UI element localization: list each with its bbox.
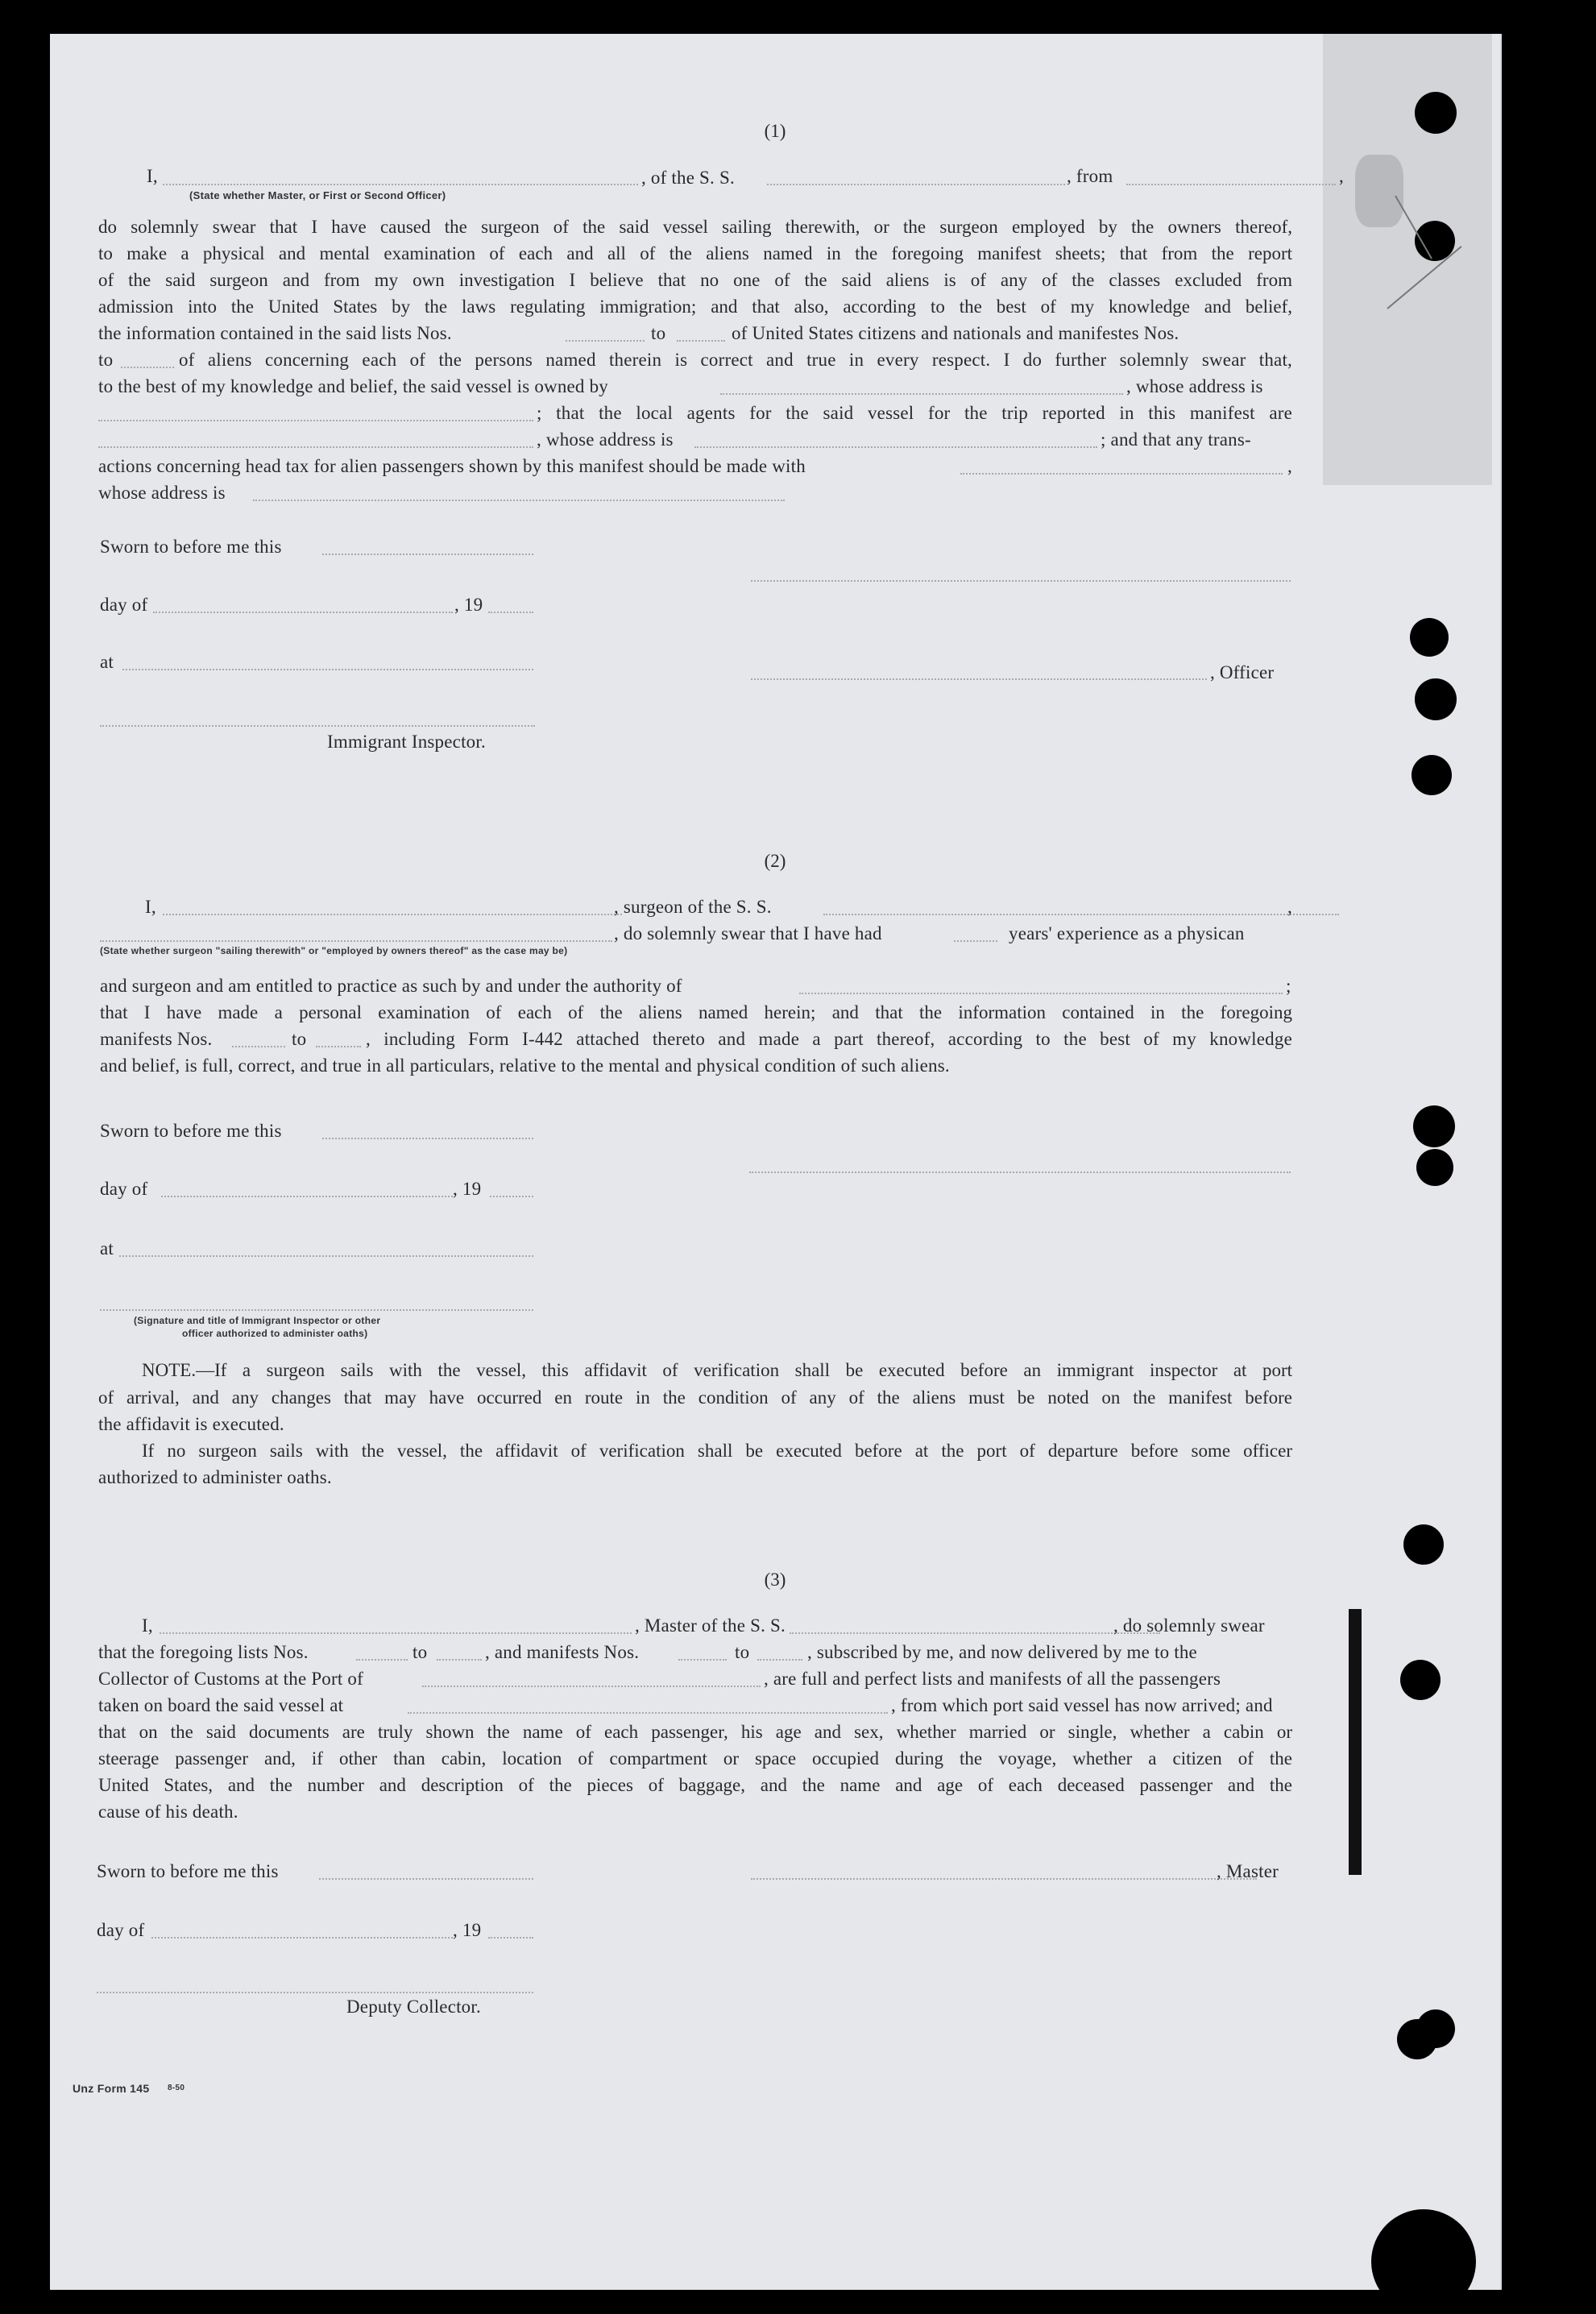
- officer-name-field[interactable]: [163, 184, 638, 185]
- note-line: If no surgeon sails with the vessel, the affidavit of verification shall be executed before at the port of departure before some officer: [142, 1441, 1292, 1461]
- punch-hole: [1403, 1524, 1444, 1565]
- torn-corner: [1371, 2209, 1476, 2314]
- manifests-label: , and manifests Nos.: [485, 1642, 640, 1662]
- lists-from-field[interactable]: [566, 340, 645, 342]
- head-tax-field[interactable]: [960, 473, 1283, 475]
- sworn-date-field[interactable]: [319, 1878, 533, 1880]
- surgeon-caption: (State whether surgeon "sailing therewith" or "employed by owners thereof" as the case may be): [100, 945, 568, 956]
- manifests-to-field[interactable]: [121, 367, 174, 368]
- punch-hole: [1412, 755, 1452, 795]
- collector-label: Collector of Customs at the Port of: [98, 1669, 363, 1689]
- lists-label: the information contained in the said lists Nos.: [98, 323, 452, 343]
- punch-hole: [1400, 1660, 1441, 1700]
- vessel-name-field[interactable]: [767, 184, 1065, 185]
- to-label: to: [292, 1029, 307, 1049]
- affidavit3-line: cause of his death.: [98, 1802, 238, 1822]
- day-of-label: day of: [100, 1179, 148, 1199]
- to-label: to: [412, 1642, 428, 1662]
- affidavit3-line: steerage passenger and, if other than cabin, location of compartment or space occupied during the voyage, whether a citizen of the: [98, 1748, 1292, 1769]
- signature-field[interactable]: [751, 580, 1291, 582]
- affidavit2-line: that I have made a personal examination of each of the aliens named herein; and that the information contained in the foregoing: [100, 1002, 1292, 1022]
- affidavit1-line: do solemnly swear that I have caused the surgeon of the said vessel sailing therewith, or the surgeon employed by the owners thereof,: [98, 217, 1292, 237]
- authority-label: and surgeon and am entitled to practice as such by and under the authority of: [100, 976, 682, 996]
- year-field[interactable]: [488, 612, 533, 613]
- years-experience-label: years' experience as a physican: [1009, 923, 1245, 943]
- note-line: of arrival, and any changes that may have occurred en route in the condition of any of the aliens must be noted on the manifest before: [98, 1387, 1292, 1408]
- taken-on-board-label: taken on board the said vessel at: [98, 1695, 344, 1715]
- at-label: at: [100, 652, 114, 672]
- punch-hole: [1410, 618, 1449, 657]
- officer-label: , Officer: [1210, 662, 1275, 682]
- sworn-date-field[interactable]: [322, 1138, 533, 1139]
- form-number: Unz Form 145: [73, 2082, 150, 2095]
- head-tax-address-field[interactable]: [253, 500, 785, 501]
- lists-label: that the foregoing lists Nos.: [98, 1642, 309, 1662]
- whose-address-label: , whose address is: [537, 429, 674, 450]
- departure-port-field[interactable]: [1126, 184, 1336, 185]
- month-field[interactable]: [151, 1937, 453, 1939]
- affidavit1-line: of the said surgeon and from my own investigation I believe that no one of the said aliens is of any of the classes excluded from: [98, 270, 1292, 290]
- place-field[interactable]: [122, 669, 533, 670]
- whose-address-label: whose address is: [98, 483, 226, 503]
- label-i: I,: [142, 1615, 153, 1636]
- solemnly-swear-label: , do solemnly swear: [1113, 1615, 1265, 1636]
- label-i: I,: [145, 897, 156, 917]
- punch-hole: [1415, 678, 1457, 720]
- day-of-label: day of: [100, 595, 148, 615]
- manifests-label: manifests Nos.: [100, 1029, 213, 1049]
- sworn-label: Sworn to before me this: [100, 1121, 282, 1141]
- years-field[interactable]: [954, 940, 997, 942]
- surgeon-name-field[interactable]: [163, 914, 622, 915]
- binding-strip-edge: [1349, 1609, 1362, 1875]
- owner-field[interactable]: [720, 393, 1123, 395]
- officer-caption: (State whether Master, or First or Second Officer): [189, 189, 446, 201]
- year-label: , 19: [453, 1179, 482, 1199]
- year-label: , 19: [454, 595, 483, 615]
- form-i442-text: , including Form I-442 attached thereto and made a part thereof, according to the best of my knowledge: [366, 1029, 1292, 1049]
- at-label: at: [100, 1238, 114, 1259]
- month-field[interactable]: [161, 1196, 453, 1197]
- whose-address-label: , whose address is: [1126, 376, 1263, 396]
- affidavit1-line: admission into the United States by the laws regulating immigration; and that also, according to the best of my knowledge and belief,: [98, 297, 1292, 317]
- vessel-name-field[interactable]: [823, 914, 1339, 915]
- form-code: 8-50: [168, 2084, 185, 2092]
- year-field[interactable]: [488, 1937, 533, 1939]
- label-i: I,: [147, 166, 158, 186]
- officer-signature-field[interactable]: [751, 678, 1207, 680]
- section-number-3: (3): [764, 1570, 786, 1590]
- authority-field[interactable]: [799, 993, 1283, 994]
- inspector-label: Immigrant Inspector.: [327, 732, 486, 752]
- deputy-label: Deputy Collector.: [346, 1997, 481, 2017]
- affidavit1-line: to make a physical and mental examination of each and all of the aliens named in the foregoing manifest sheets; that from the report: [98, 243, 1292, 263]
- arrived-label: , from which port said vessel has now arrived; and: [891, 1695, 1273, 1715]
- note-line: NOTE.—If a surgeon sails with the vessel, this affidavit of verification shall be executed before an immigrant inspector at port: [142, 1360, 1292, 1380]
- master-name-field[interactable]: [160, 1632, 632, 1634]
- manifests-from-field[interactable]: [678, 1659, 727, 1661]
- trans-label: ; and that any trans-: [1101, 429, 1251, 450]
- owned-by-label: to the best of my knowledge and belief, the said vessel is owned by: [98, 376, 608, 396]
- citizens-label: of United States citizens and nationals and manifestes Nos.: [732, 323, 1179, 343]
- manifests-to-field[interactable]: [757, 1659, 802, 1661]
- month-field[interactable]: [153, 612, 453, 613]
- surgeon-of-ss-label: , surgeon of the S. S.: [614, 897, 772, 917]
- punch-hole: [1416, 2009, 1455, 2048]
- affidavit3-line: United States, and the number and description of the pieces of baggage, and the name and age of each deceased passenger and the: [98, 1775, 1292, 1795]
- sworn-date-field[interactable]: [322, 554, 533, 555]
- form-page: [50, 34, 1502, 2290]
- sworn-label: Sworn to before me this: [100, 537, 282, 557]
- lists-from-field[interactable]: [356, 1659, 408, 1661]
- local-agents-text: ; that the local agents for the said vessel for the trip reported in this manifest are: [537, 403, 1292, 423]
- affidavit2-line: and belief, is full, correct, and true in all particulars, relative to the mental and physical condition of such aliens.: [100, 1055, 950, 1076]
- place-field[interactable]: [119, 1255, 533, 1257]
- manifests-to-field[interactable]: [316, 1046, 361, 1047]
- label-from: , from: [1067, 166, 1113, 186]
- lists-to-field[interactable]: [437, 1659, 482, 1661]
- note-line: the affidavit is executed.: [98, 1414, 284, 1434]
- punch-hole: [1413, 1105, 1455, 1147]
- comma: ,: [1339, 166, 1344, 186]
- agents-address-field[interactable]: [694, 446, 1097, 448]
- year-field[interactable]: [490, 1196, 533, 1197]
- sworn-label: Sworn to before me this: [97, 1861, 279, 1881]
- master-of-ss-label: , Master of the S. S.: [635, 1615, 786, 1636]
- port-field[interactable]: [422, 1686, 761, 1687]
- comma: ,: [1287, 456, 1292, 476]
- lists-to-field[interactable]: [677, 340, 725, 342]
- note-line: authorized to administer oaths.: [98, 1467, 332, 1487]
- surgeon-status-field[interactable]: [100, 940, 612, 942]
- boarding-port-field[interactable]: [408, 1712, 888, 1714]
- inspector-signature-field[interactable]: [100, 725, 535, 727]
- inspector-signature-field[interactable]: [100, 1309, 533, 1311]
- comma: ,: [1287, 897, 1292, 917]
- owner-address-field[interactable]: [98, 420, 533, 421]
- signature-caption: (Signature and title of Immigrant Inspector or other: [134, 1315, 381, 1326]
- signature-caption: officer authorized to administer oaths): [182, 1328, 368, 1339]
- semicolon: ;: [1286, 976, 1291, 996]
- subscribed-label: , subscribed by me, and now delivered by me to the: [807, 1642, 1197, 1662]
- to-label: to: [98, 350, 114, 370]
- master-label: , Master: [1217, 1861, 1279, 1881]
- surgeon-signature-field[interactable]: [749, 1172, 1291, 1173]
- punch-hole: [1416, 1149, 1453, 1186]
- binding-strip: [1323, 34, 1492, 485]
- scuff-mark: [1355, 155, 1403, 227]
- full-perfect-label: , are full and perfect lists and manifests of all the passengers: [764, 1669, 1221, 1689]
- affidavit3-line: that on the said documents are truly shown the name of each passenger, his age and sex, whether married or single, whether a cabin or: [98, 1722, 1292, 1742]
- manifests-from-field[interactable]: [232, 1046, 285, 1047]
- agents-field[interactable]: [98, 446, 533, 448]
- section-number-2: (2): [764, 851, 786, 871]
- section-number-1: (1): [764, 121, 786, 141]
- head-tax-label: actions concerning head tax for alien passengers shown by this manifest should be made with: [98, 456, 806, 476]
- to-label: to: [735, 1642, 750, 1662]
- vessel-name-field[interactable]: [790, 1632, 1160, 1634]
- day-of-label: day of: [97, 1920, 145, 1940]
- to-label: to: [651, 323, 666, 343]
- year-label: , 19: [453, 1920, 482, 1940]
- aliens-text: of aliens concerning each of the persons named therein is correct and true in every respect. I do further solemnly swear that,: [179, 350, 1292, 370]
- deputy-signature-field[interactable]: [97, 1992, 533, 1993]
- master-signature-field[interactable]: [751, 1878, 1257, 1880]
- solemnly-swear-label: , do solemnly swear that I have had: [614, 923, 882, 943]
- label-of-ss: , of the S. S.: [641, 168, 735, 188]
